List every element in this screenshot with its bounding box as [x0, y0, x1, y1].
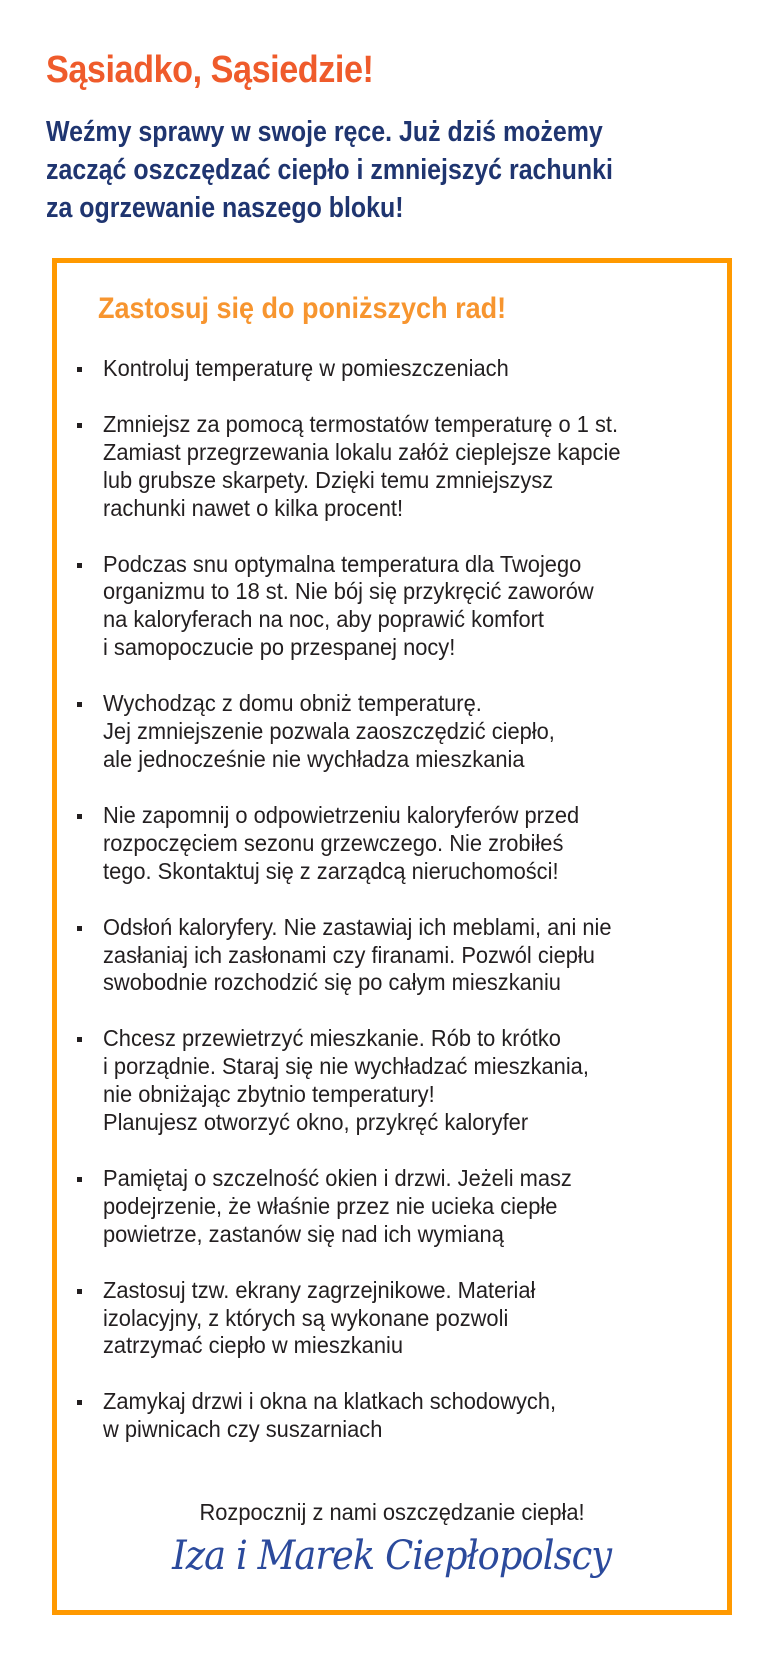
bullet-icon — [77, 702, 82, 707]
tip-line: zasłaniaj ich zasłonami czy firanami. Pozwól ciepłu — [103, 941, 595, 968]
subtitle-line: zacząć oszczędzać ciepło i zmniejszyć rachunki — [46, 154, 613, 186]
tip-line: Kontroluj temperaturę w pomieszczeniach — [103, 355, 509, 381]
subtitle-line: za ogrzewanie naszego bloku! — [46, 192, 404, 224]
subtitle — [46, 113, 613, 227]
tips-list — [57, 355, 717, 1472]
tip-item — [57, 411, 717, 523]
tip-line: w piwnicach czy suszarniach — [103, 1416, 383, 1443]
tip-line: rachunki nawet o kilka procent! — [103, 494, 404, 521]
tip-line: Podczas snu optymalna temperatura dla Twojego — [103, 550, 582, 577]
bullet-icon — [77, 1400, 82, 1405]
tip-line: Chcesz przewietrzyć mieszkanie. Rób to krótko — [103, 1025, 561, 1052]
tip-line: podejrzenie, że właśnie przez nie ucieka ciepłe — [103, 1192, 558, 1219]
tip-line: tego. Skontaktuj się z zarządcą nieruchomości! — [103, 857, 559, 884]
bullet-icon — [77, 367, 82, 372]
tip-line: ale jednocześnie nie wychładza mieszkania — [103, 745, 525, 772]
tip-line: Wychodząc z domu obniż temperaturę. — [103, 690, 482, 717]
bullet-icon — [77, 423, 82, 428]
tip-item — [57, 1165, 717, 1249]
subtitle-line: Weźmy sprawy w swoje ręce. Już dziś możemy — [46, 116, 603, 148]
tip-line: lub grubsze skarpety. Dzięki temu zmniejszysz — [103, 466, 554, 493]
tip-item — [57, 914, 717, 998]
tip-line: Nie zapomnij o odpowietrzeniu kaloryferów przed — [103, 801, 580, 828]
signature — [57, 1533, 727, 1579]
tip-line: izolacyjny, z których są wykonane pozwoli — [103, 1304, 509, 1331]
closing-label: Rozpocznij z nami oszczędzanie ciepła! — [199, 1499, 585, 1525]
tip-line: Zamykaj drzwi i okna na klatkach schodowych, — [103, 1388, 557, 1415]
tips-heading: Zastosuj się do poniższych rad! — [98, 292, 507, 325]
tip-line: na kaloryferach na noc, aby poprawić komfort — [103, 606, 544, 633]
tip-item — [57, 1277, 717, 1361]
bullet-icon — [77, 1289, 82, 1294]
tip-line: Zastosuj tzw. ekrany zagrzejnikowe. Materiał — [103, 1276, 536, 1303]
signature-text: Iza i Marek Ciepłopolscy — [172, 1533, 612, 1579]
tip-line: Odsłoń kaloryfery. Nie zastawiaj ich meblami, ani nie — [103, 913, 612, 940]
bullet-icon — [77, 814, 82, 819]
tip-line: i samopoczucie po przespanej nocy! — [103, 634, 456, 661]
bullet-icon — [77, 1037, 82, 1042]
tip-item — [57, 355, 717, 383]
tip-line: Zmniejsz za pomocą termostatów temperaturę o 1 st. — [103, 410, 619, 437]
tip-line: nie obniżając zbytnio temperatury! — [103, 1081, 435, 1108]
tip-line: Pamiętaj o szczelność okien i drzwi. Jeżeli masz — [103, 1164, 572, 1191]
bullet-icon — [77, 563, 82, 568]
tip-line: Jej zmniejszenie pozwala zaoszczędzić ciepło, — [103, 718, 555, 745]
bullet-icon — [77, 1177, 82, 1182]
bullet-icon — [77, 926, 82, 931]
tip-line: Planujesz otworzyć okno, przykręć kaloryfer — [103, 1109, 529, 1136]
tip-line: i porządnie. Staraj się nie wychładzać mieszkania, — [103, 1053, 589, 1080]
tips-box — [52, 258, 732, 1615]
tip-line: rozpoczęciem sezonu grzewczego. Nie zrobiłeś — [103, 829, 564, 856]
tip-item — [57, 1388, 717, 1444]
tip-line: Zamiast przegrzewania lokalu załóż cieplejsze kapcie — [103, 438, 621, 465]
tip-line: zatrzymać ciepło w mieszkaniu — [103, 1332, 403, 1359]
tip-item — [57, 690, 717, 774]
tip-line: powietrze, zastanów się nad ich wymianą — [103, 1220, 504, 1247]
tip-line: organizmu to 18 st. Nie bój się przykręcić zaworów — [103, 578, 594, 605]
tip-item — [57, 551, 717, 663]
tip-item — [57, 1025, 717, 1137]
closing-text — [57, 1499, 727, 1526]
page-title: Sąsiadko, Sąsiedzie! — [46, 49, 374, 91]
tip-item — [57, 802, 717, 886]
tip-line: swobodnie rozchodzić się po całym mieszkaniu — [103, 969, 561, 996]
